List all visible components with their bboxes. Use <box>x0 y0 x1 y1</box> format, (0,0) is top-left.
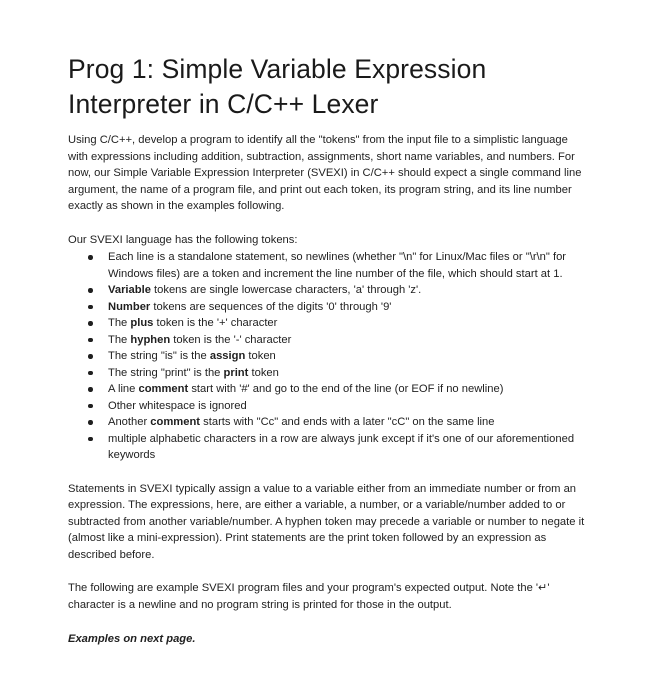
token-item: The string "print" is the print token <box>108 365 585 382</box>
bullet-icon <box>88 404 93 409</box>
bullet-icon <box>88 305 93 310</box>
intro-paragraph: Using C/C++, develop a program to identify all the "tokens" from the input file to a simplistic language with expressions including addition, subtraction, assignments, short name variables, and numbers. For now, our Simple Variable Expression Interpreter (SVEXI) in C/C++ should expect a single command line argument, the name of a program file, and print out each token, its program string, and its line number exactly as shown in the examples following. <box>68 134 582 212</box>
bullet-icon <box>88 437 93 442</box>
title-line-1: Prog 1: Simple Variable Expression <box>68 54 487 84</box>
bullet-icon <box>88 420 93 425</box>
bullet-icon <box>88 338 93 343</box>
examples-paragraph: The following are example SVEXI program files and your program's expected output. Note the '↵' character is a newline and no program string is printed for those in the output. <box>68 582 550 611</box>
token-item: multiple alphabetic characters in a row are always junk except if it's one of our aforementioned keywords <box>108 431 585 464</box>
bullet-icon <box>88 371 93 376</box>
next-page-note: Examples on next page. <box>68 633 196 645</box>
bullet-icon <box>88 321 93 326</box>
token-item: Variable tokens are single lowercase characters, 'a' through 'z'. <box>108 282 585 299</box>
token-item: A line comment start with '#' and go to the end of the line (or EOF if no newline) <box>108 381 585 398</box>
title-line-2: Interpreter in C/C++ Lexer <box>68 89 379 119</box>
tokens-heading: Our SVEXI language has the following tokens: <box>68 233 298 246</box>
bullet-icon <box>88 354 93 359</box>
token-list <box>68 249 585 464</box>
token-item: The plus token is the '+' character <box>108 315 585 332</box>
token-item: Another comment starts with "Cc" and ends with a later "cC" on the same line <box>108 414 585 431</box>
statements-paragraph: Statements in SVEXI typically assign a value to a variable either from an immediate number or from an expression. The expressions, here, are either a variable, a number, or a variable/number added to or subtracted from another variable/number. A hyphen token may precede a variable or number to negate it (almost like a mini-expression). Print statements are the print token followed by an expression as described before. <box>68 482 585 561</box>
token-item: Number tokens are sequences of the digits '0' through '9' <box>108 299 585 316</box>
bullet-icon <box>88 255 93 260</box>
bullet-icon <box>88 288 93 293</box>
page-title <box>68 52 585 122</box>
token-item: The hyphen token is the '-' character <box>108 332 585 349</box>
bullet-icon <box>88 387 93 392</box>
token-item: Each line is a standalone statement, so newlines (whether "\n" for Linux/Mac files or "\r\n" for Windows files) are a token and increment the line number of the file, which should start at 1. <box>108 249 585 282</box>
token-item: The string "is" is the assign token <box>108 348 585 365</box>
token-item: Other whitespace is ignored <box>108 398 585 415</box>
